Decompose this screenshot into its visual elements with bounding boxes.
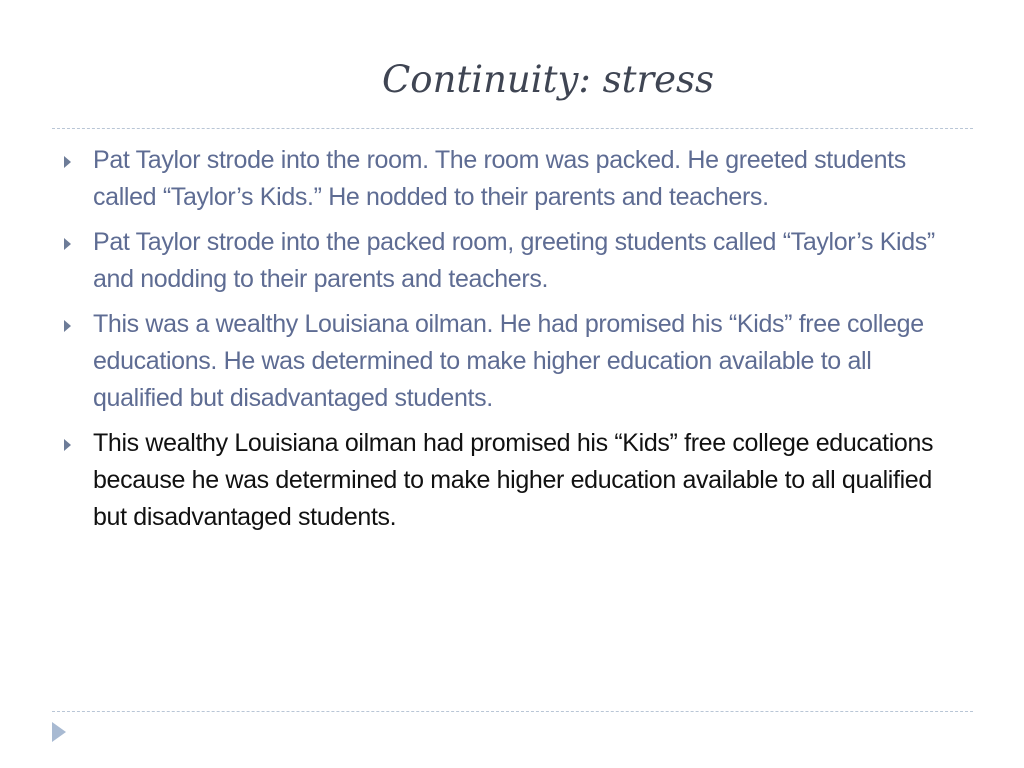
bullet-list: [58, 142, 963, 544]
triangle-bullet-icon: [64, 238, 71, 250]
bullet-item: [58, 142, 963, 216]
triangle-bullet-icon: [64, 320, 71, 332]
triangle-bullet-icon: [64, 439, 71, 451]
bullet-item: [58, 224, 963, 298]
slide-title: Continuity: stress: [381, 58, 715, 101]
bullet-text: Pat Taylor strode into the packed room, greeting students called “Taylor’s Kids” and nodding to their parents and teachers.: [93, 228, 935, 293]
bullet-item-emphasized: [58, 425, 963, 536]
next-slide-icon[interactable]: [52, 722, 66, 742]
top-divider: [52, 128, 973, 129]
bottom-divider: [52, 711, 973, 712]
bullet-item: [58, 306, 963, 417]
bullet-text: This wealthy Louisiana oilman had promised his “Kids” free college educations because he was determined to make higher education available to all qualified but disadvantaged students.: [93, 429, 934, 531]
bullet-text: This was a wealthy Louisiana oilman. He had promised his “Kids” free college educations. He was determined to make higher education available to all qualified but disadvantaged students.: [93, 310, 924, 412]
triangle-bullet-icon: [64, 156, 71, 168]
bullet-text: Pat Taylor strode into the room. The room was packed. He greeted students called “Taylor’s Kids.” He nodded to their parents and teachers.: [93, 146, 906, 211]
